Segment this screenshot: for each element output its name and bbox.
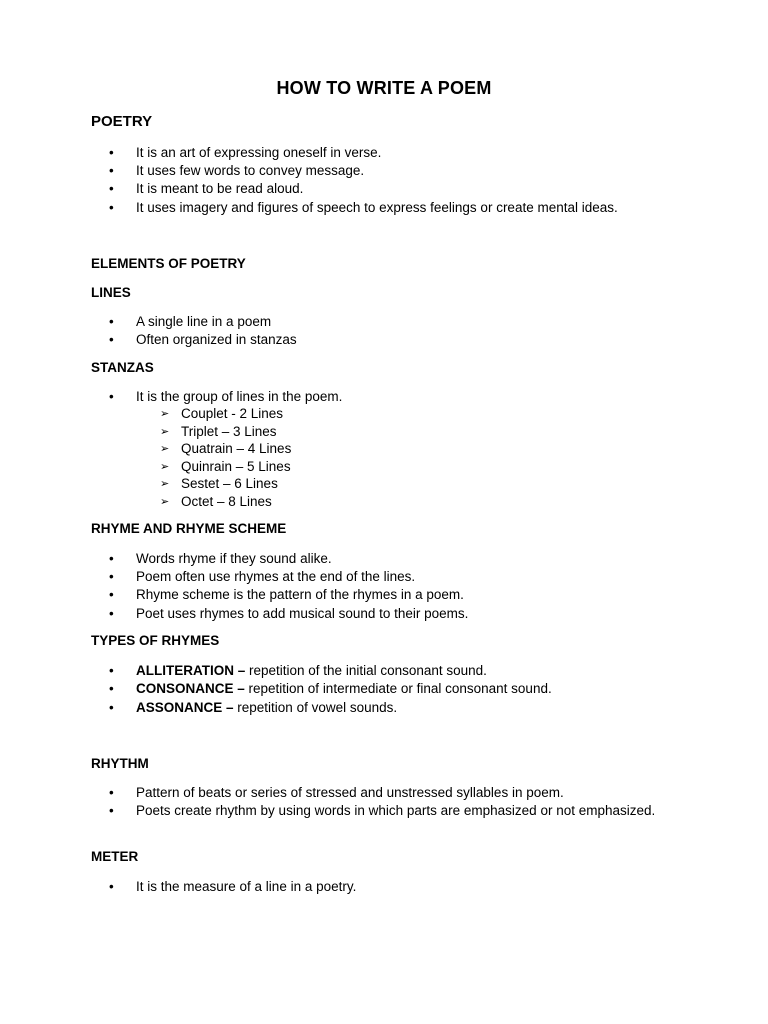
term-description: repetition of intermediate or final consonant sound.	[244, 681, 552, 696]
term-label: CONSONANCE –	[136, 681, 245, 696]
section-heading-rhyme-scheme: RHYME AND RHYME SCHEME	[91, 521, 287, 536]
sub-list-item: Couplet - 2 Lines	[181, 406, 284, 421]
bullet-icon: •	[109, 145, 114, 160]
list-item	[136, 680, 678, 698]
term-description: repetition of the initial consonant sound.	[245, 663, 487, 678]
list-item: Poem often use rhymes at the end of the lines.	[136, 569, 416, 584]
bullet-icon: •	[109, 163, 114, 178]
list-item: A single line in a poem	[136, 314, 272, 329]
sub-list-item: Quinrain – 5 Lines	[181, 459, 291, 474]
list-item: It is meant to be read aloud.	[136, 181, 304, 196]
bullet-icon: •	[109, 200, 114, 215]
arrow-bullet-icon: ➢	[160, 496, 170, 508]
list-item: Poet uses rhymes to add musical sound to their poems.	[136, 606, 469, 621]
term-label: ALLITERATION –	[136, 663, 246, 678]
list-item: Rhyme scheme is the pattern of the rhymes in a poem.	[136, 587, 464, 602]
list-item: It is the measure of a line in a poetry.	[136, 879, 357, 894]
list-item: Pattern of beats or series of stressed and unstressed syllables in poem.	[136, 785, 564, 800]
section-heading-elements: ELEMENTS OF POETRY	[91, 256, 246, 271]
sub-list-item: Triplet – 3 Lines	[181, 424, 277, 439]
document-title: HOW TO WRITE A POEM	[276, 78, 492, 98]
sub-list-item: Sestet – 6 Lines	[181, 476, 278, 491]
list-item: Often organized in stanzas	[136, 332, 297, 347]
arrow-bullet-icon: ➢	[160, 443, 170, 455]
sub-list-item: Quatrain – 4 Lines	[181, 441, 292, 456]
bullet-icon: •	[109, 681, 114, 696]
section-heading-stanzas: STANZAS	[91, 360, 154, 375]
section-heading-types-of-rhymes: TYPES OF RHYMES	[91, 633, 220, 648]
bullet-icon: •	[109, 700, 114, 715]
section-heading-lines: LINES	[91, 285, 131, 300]
bullet-icon: •	[109, 181, 114, 196]
section-heading-poetry: POETRY	[91, 113, 153, 130]
arrow-bullet-icon: ➢	[160, 408, 170, 420]
bullet-icon: •	[109, 569, 114, 584]
list-item: It is an art of expressing oneself in verse.	[136, 145, 382, 160]
arrow-bullet-icon: ➢	[160, 478, 170, 490]
bullet-icon: •	[109, 879, 114, 894]
term-label: ASSONANCE –	[136, 700, 234, 715]
bullet-icon: •	[109, 587, 114, 602]
list-item: It uses few words to convey message.	[136, 163, 365, 178]
list-item: It is the group of lines in the poem.	[136, 389, 343, 404]
arrow-bullet-icon: ➢	[160, 461, 170, 473]
arrow-bullet-icon: ➢	[160, 426, 170, 438]
bullet-icon: •	[109, 663, 114, 678]
sub-list-item: Octet – 8 Lines	[181, 494, 272, 509]
term-description: repetition of vowel sounds.	[233, 700, 398, 715]
list-item	[136, 699, 678, 717]
list-item: Poets create rhythm by using words in which parts are emphasized or not emphasized.	[136, 803, 656, 818]
list-item	[136, 662, 678, 680]
bullet-icon: •	[109, 606, 114, 621]
bullet-icon: •	[109, 803, 114, 818]
list-item: It uses imagery and figures of speech to express feelings or create mental ideas.	[136, 200, 618, 215]
bullet-icon: •	[109, 332, 114, 347]
bullet-icon: •	[109, 551, 114, 566]
bullet-icon: •	[109, 389, 114, 404]
section-heading-meter: METER	[91, 849, 139, 864]
list-item: Words rhyme if they sound alike.	[136, 551, 332, 566]
bullet-icon: •	[109, 785, 114, 800]
section-heading-rhythm: RHYTHM	[91, 756, 149, 771]
bullet-icon: •	[109, 314, 114, 329]
